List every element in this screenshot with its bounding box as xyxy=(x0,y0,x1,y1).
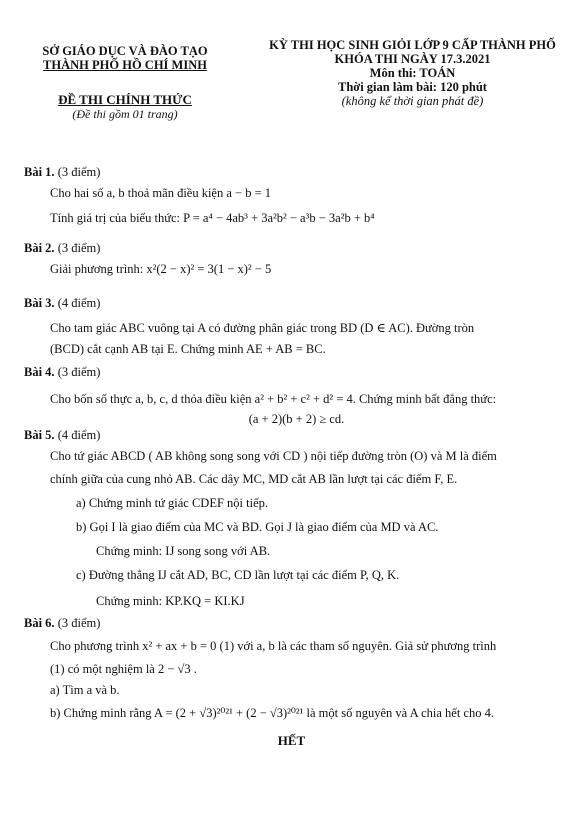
problem-1 xyxy=(24,162,569,229)
exam-subject: Môn thi: TOÁN xyxy=(369,66,456,80)
problem-6-number: Bài 6. xyxy=(24,616,55,630)
problem-1-line-2: Tính giá trị của biểu thức: P = a⁴ − 4ab³ + 3a²b² − a³b − 3a²b + b⁴ xyxy=(50,211,375,225)
problem-6-line-1: Cho phương trình x² + ax + b = 0 (1) với a, b là các tham số nguyên. Giả sử phương trình xyxy=(50,639,497,653)
problem-5-number: Bài 5. xyxy=(24,428,55,442)
department-line-2: THÀNH PHỐ HỒ CHÍ MINH xyxy=(43,58,207,72)
problem-4-title xyxy=(24,362,569,383)
problem-5-line-2: chính giữa của cung nhỏ AB. Các dây MC, MD cắt AB lần lượt tại các điểm F, E. xyxy=(50,472,458,486)
end-marker: HẾT xyxy=(277,733,306,748)
problem-5-points: (4 điểm) xyxy=(57,428,101,442)
problem-3-title xyxy=(24,293,569,314)
problem-1-points: (3 điểm) xyxy=(57,165,101,179)
exam-line-1: KỲ THI HỌC SINH GIỎI LỚP 9 CẤP THÀNH PHỐ xyxy=(269,38,556,52)
official-label-text: ĐỀ THI CHÍNH THỨC xyxy=(58,92,192,107)
exam-line-2: KHÓA THI NGÀY 17.3.2021 xyxy=(334,52,491,66)
problem-3 xyxy=(24,293,569,360)
problem-6 xyxy=(24,613,569,724)
official-label xyxy=(30,92,220,108)
problem-6-part-a: a) Tìm a và b. xyxy=(50,683,120,697)
department-header xyxy=(20,44,230,72)
problem-6-points: (3 điểm) xyxy=(57,616,101,630)
problem-4-number: Bài 4. xyxy=(24,365,55,379)
problem-5-title xyxy=(24,425,569,446)
problem-2-title xyxy=(24,238,569,259)
problem-3-number: Bài 3. xyxy=(24,296,55,310)
problem-2 xyxy=(24,238,569,280)
pages-note: (Đề thi gồm 01 trang) xyxy=(72,107,178,121)
problem-6-part-b: b) Chứng minh rằng A = (2 + √3)²⁰²¹ + (2 − √3)²⁰²¹ là một số nguyên và A chia hết cho 4. xyxy=(50,706,494,720)
problem-4-points: (3 điểm) xyxy=(57,365,101,379)
problem-5-part-c-line-2: Chứng minh: KP.KQ = KI.KJ xyxy=(96,594,245,608)
department-line-1: SỞ GIÁO DỤC VÀ ĐÀO TẠO xyxy=(42,44,208,58)
problem-5-part-b-line-2: Chứng minh: IJ song song với AB. xyxy=(96,544,271,558)
problem-2-number: Bài 2. xyxy=(24,241,55,255)
exam-duration-note: (không kể thời gian phát đề) xyxy=(341,94,484,108)
problem-1-number: Bài 1. xyxy=(24,165,55,179)
problem-4 xyxy=(24,362,569,428)
problem-5 xyxy=(24,425,569,612)
problem-1-title xyxy=(24,162,569,183)
exam-duration: Thời gian làm bài: 120 phút xyxy=(338,80,487,94)
problem-2-line-1: Giải phương trình: x²(2 − x)² = 3(1 − x)² − 5 xyxy=(50,262,272,276)
problem-6-line-2: (1) có một nghiệm là 2 − √3 . xyxy=(50,662,197,676)
problem-3-line-1: Cho tam giác ABC vuông tại A có đường phân giác trong BD (D ∈ AC). Đường tròn xyxy=(50,321,475,335)
exam-header xyxy=(250,38,575,108)
problem-5-line-1: Cho tứ giác ABCD ( AB không song song với CD ) nội tiếp đường tròn (O) và M là điểm xyxy=(50,449,497,463)
problem-1-line-1: Cho hai số a, b thoả mãn điều kiện a − b = 1 xyxy=(50,186,272,200)
problem-5-part-b-line-1: b) Gọi I là giao điểm của MC và BD. Gọi J là giao điểm của MD và AC. xyxy=(76,520,439,534)
problem-4-line-2: (a + 2)(b + 2) ≥ cd. xyxy=(248,412,345,426)
problem-2-points: (3 điểm) xyxy=(57,241,101,255)
problem-3-line-2: (BCD) cắt cạnh AB tại E. Chứng minh AE + AB = BC. xyxy=(50,342,326,356)
problem-6-title xyxy=(24,613,569,634)
problem-5-part-c-line-1: c) Đường thẳng IJ cắt AD, BC, CD lần lượt tại các điểm P, Q, K. xyxy=(76,568,400,582)
problem-4-line-1: Cho bốn số thực a, b, c, d thỏa điều kiện a² + b² + c² + d² = 4. Chứng minh bất đẳng thức: xyxy=(50,392,497,406)
problem-3-points: (4 điểm) xyxy=(57,296,101,310)
problem-5-part-a: a) Chứng minh tứ giác CDEF nội tiếp. xyxy=(76,496,269,510)
